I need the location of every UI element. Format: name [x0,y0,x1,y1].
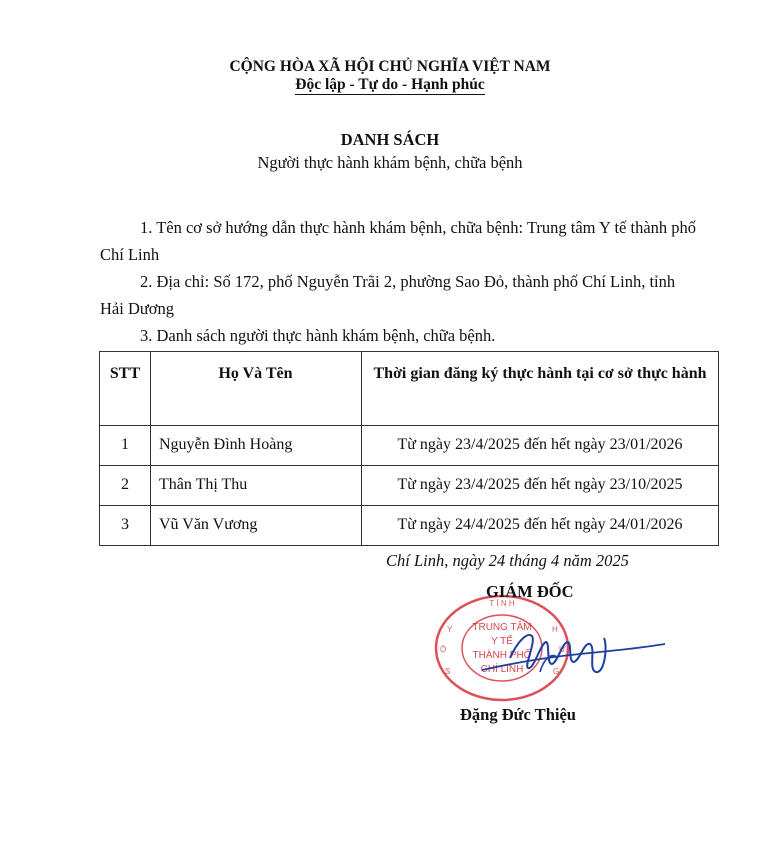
table-row [100,426,719,466]
svg-text:G: G [553,667,560,676]
paragraph-list-intro: 3. Danh sách người thực hành khám bệnh, chữa bệnh. [140,326,496,345]
cell-period: Từ ngày 23/4/2025 đến hết ngày 23/01/2026 [362,426,719,466]
svg-text:H: H [552,625,558,634]
seal-text-1: TRUNG TÂM [472,622,532,633]
svg-text:Ư: Ư [559,645,566,654]
svg-text:Y: Y [447,625,453,634]
paragraph-address: 2. Địa chỉ: Số 172, phố Nguyễn Trãi 2, phường Sao Đỏ, thành phố Chí Linh, tỉnh Hải Dương [100,272,676,318]
cell-stt: 2 [100,466,151,506]
handwritten-signature [470,618,670,698]
signer-name: Đặng Đức Thiệu [460,705,576,724]
table-row [100,506,719,546]
practitioner-table [99,351,719,546]
header-name: Họ Và Tên [151,352,362,426]
cell-name: Thân Thị Thu [151,466,362,506]
cell-name: Vũ Văn Vương [151,506,362,546]
national-motto [0,76,780,94]
table-row [100,466,719,506]
seal-text-3: THÀNH PHỐ [472,650,532,661]
cell-stt: 1 [100,426,151,466]
paragraph-facility: 1. Tên cơ sở hướng dẫn thực hành khám bệnh, chữa bệnh: Trung tâm Y tế thành phố Chí Linh [100,218,697,264]
svg-text:Ô: Ô [440,645,447,654]
motto-text: Độc lập - Tự do - Hạnh phúc [295,76,485,93]
svg-text:S: S [445,667,451,676]
document-subtitle: Người thực hành khám bệnh, chữa bệnh [257,153,523,172]
signer-title: GIÁM ĐỐC [486,582,574,601]
seal-text-2: Y TẾ [491,636,513,647]
seal-text-4: CHÍ LINH [480,664,524,675]
national-title: CỘNG HÒA XÃ HỘI CHỦ NGHĨA VIỆT NAM [229,58,551,75]
cell-period: Từ ngày 23/4/2025 đến hết ngày 23/10/2025 [362,466,719,506]
place-date: Chí Linh, ngày 24 tháng 4 năm 2025 [386,551,629,570]
header-period: Thời gian đăng ký thực hành tại cơ sở thực hành [362,352,719,426]
cell-name: Nguyễn Đình Hoàng [151,426,362,466]
cell-period: Từ ngày 24/4/2025 đến hết ngày 24/01/2026 [362,506,719,546]
table-header-row [100,352,719,426]
header-stt: STT [100,352,151,426]
cell-stt: 3 [100,506,151,546]
document-title: DANH SÁCH [340,130,440,149]
svg-text:T Ỉ N H: T Ỉ N H [489,599,515,608]
